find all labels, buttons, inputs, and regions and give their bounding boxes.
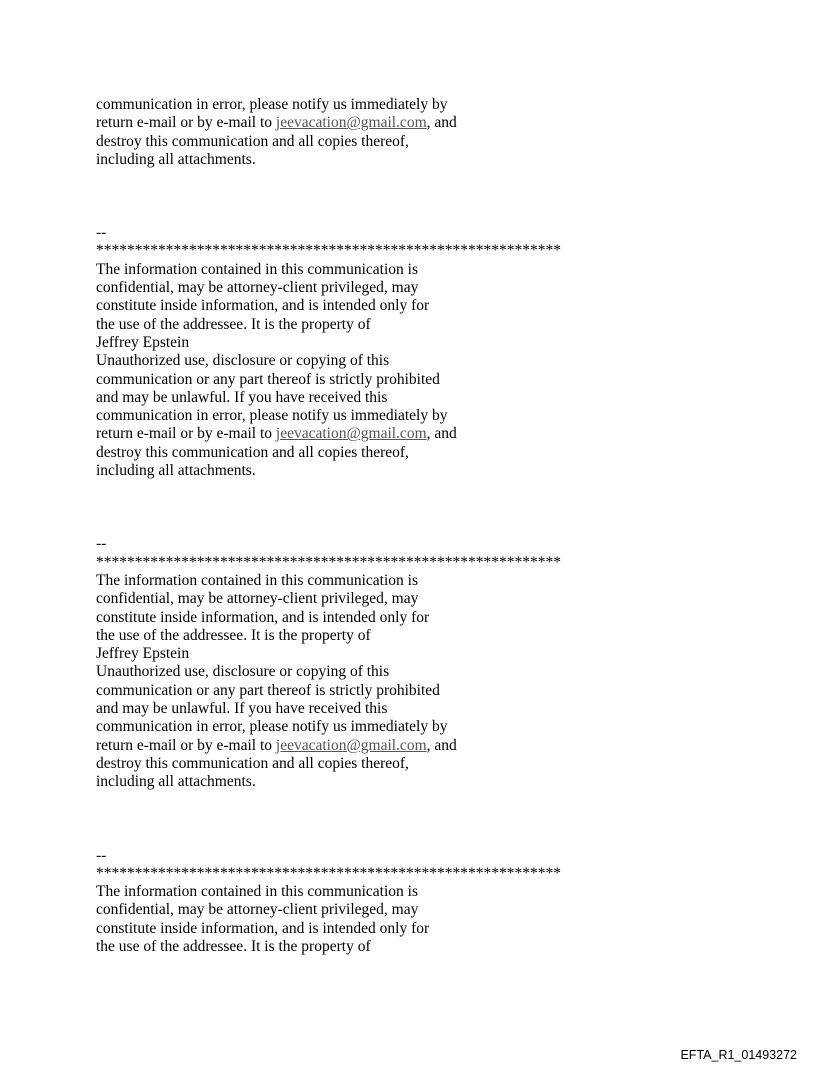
text-line bbox=[96, 279, 716, 297]
text-line bbox=[96, 920, 716, 938]
text-segment: constitute inside information, and is intended only for bbox=[96, 919, 430, 937]
text-segment: , and bbox=[426, 114, 457, 132]
text-segment: confidential, may be attorney-client privileged, may bbox=[96, 590, 419, 608]
separator-stars: ************************************************************ bbox=[96, 553, 561, 571]
text-segment: including all attachments. bbox=[96, 150, 256, 168]
text-line bbox=[96, 718, 716, 736]
text-segment: Unauthorized use, disclosure or copying of this bbox=[96, 352, 390, 370]
email-link[interactable]: jeevacation@gmail.com bbox=[275, 114, 427, 132]
text-line bbox=[96, 261, 716, 279]
email-link[interactable]: jeevacation@gmail.com bbox=[275, 736, 427, 754]
text-line bbox=[96, 334, 716, 352]
text-segment: , and bbox=[426, 425, 457, 443]
text-segment: return e-mail or by e-mail to bbox=[96, 114, 276, 132]
disclaimer-body bbox=[96, 261, 716, 481]
text-line bbox=[96, 901, 716, 919]
disclaimer-block-2 bbox=[96, 535, 716, 791]
spacer bbox=[96, 480, 716, 535]
separator-stars: ************************************************************ bbox=[96, 864, 561, 882]
text-line bbox=[96, 663, 716, 681]
text-segment: The information contained in this communication is bbox=[96, 571, 418, 589]
disclaimer-block-1 bbox=[96, 224, 716, 480]
text-segment: The information contained in this communication is bbox=[96, 260, 418, 278]
text-line bbox=[96, 883, 716, 901]
text-line bbox=[96, 609, 716, 627]
text-line bbox=[96, 297, 716, 315]
text-segment: Jeffrey Epstein bbox=[96, 333, 190, 351]
text-segment: and may be unlawful. If you have received this bbox=[96, 388, 388, 406]
spacer bbox=[96, 169, 716, 224]
text-segment: communication or any part thereof is strictly prohibited bbox=[96, 370, 440, 388]
text-segment: Unauthorized use, disclosure or copying of this bbox=[96, 663, 390, 681]
text-line bbox=[96, 755, 716, 773]
text-line bbox=[96, 96, 716, 114]
text-segment: Jeffrey Epstein bbox=[96, 645, 190, 663]
text-segment: communication or any part thereof is strictly prohibited bbox=[96, 681, 440, 699]
text-line bbox=[96, 407, 716, 425]
separator-dash: -- bbox=[96, 846, 107, 864]
email-link[interactable]: jeevacation@gmail.com bbox=[275, 425, 427, 443]
disclaimer-body-partial bbox=[96, 883, 716, 956]
disclaimer-block-3 bbox=[96, 847, 716, 957]
text-segment: the use of the addressee. It is the property of bbox=[96, 315, 371, 333]
text-segment: communication in error, please notify us immediately by bbox=[96, 718, 448, 736]
document-id: EFTA_R1_01493272 bbox=[680, 1048, 797, 1062]
top-fragment bbox=[96, 96, 716, 169]
text-segment: including all attachments. bbox=[96, 773, 256, 791]
text-segment: the use of the addressee. It is the property of bbox=[96, 626, 371, 644]
text-line bbox=[96, 151, 716, 169]
text-segment: return e-mail or by e-mail to bbox=[96, 425, 276, 443]
text-line bbox=[96, 114, 716, 132]
text-segment: communication in error, please notify us immediately by bbox=[96, 96, 448, 113]
text-line bbox=[96, 462, 716, 480]
text-segment: communication in error, please notify us immediately by bbox=[96, 407, 448, 425]
text-line bbox=[96, 133, 716, 151]
text-line bbox=[96, 773, 716, 791]
text-line bbox=[96, 371, 716, 389]
text-segment: constitute inside information, and is intended only for bbox=[96, 297, 430, 315]
text-line bbox=[96, 938, 716, 956]
separator-stars: ************************************************************ bbox=[96, 242, 561, 260]
text-segment: including all attachments. bbox=[96, 462, 256, 480]
text-line bbox=[96, 700, 716, 718]
text-segment: confidential, may be attorney-client privileged, may bbox=[96, 279, 419, 297]
text-segment: confidential, may be attorney-client privileged, may bbox=[96, 901, 419, 919]
text-segment: constitute inside information, and is intended only for bbox=[96, 608, 430, 626]
document-page bbox=[96, 96, 716, 956]
text-line bbox=[96, 352, 716, 370]
text-segment: the use of the addressee. It is the property of bbox=[96, 937, 371, 955]
text-segment: and may be unlawful. If you have received this bbox=[96, 700, 388, 718]
text-line bbox=[96, 425, 716, 443]
text-line bbox=[96, 389, 716, 407]
text-segment: , and bbox=[426, 736, 457, 754]
text-line bbox=[96, 682, 716, 700]
spacer bbox=[96, 792, 716, 847]
text-segment: The information contained in this communication is bbox=[96, 883, 418, 901]
text-segment: destroy this communication and all copies thereof, bbox=[96, 443, 409, 461]
disclaimer-body bbox=[96, 572, 716, 792]
text-line bbox=[96, 316, 716, 334]
text-line bbox=[96, 645, 716, 663]
separator-dash: -- bbox=[96, 224, 107, 242]
text-line bbox=[96, 572, 716, 590]
separator-dash: -- bbox=[96, 535, 107, 553]
text-line bbox=[96, 444, 716, 462]
text-segment: return e-mail or by e-mail to bbox=[96, 736, 276, 754]
text-line bbox=[96, 627, 716, 645]
text-line bbox=[96, 737, 716, 755]
text-segment: destroy this communication and all copies thereof, bbox=[96, 754, 409, 772]
text-segment: destroy this communication and all copies thereof, bbox=[96, 132, 409, 150]
text-line bbox=[96, 590, 716, 608]
